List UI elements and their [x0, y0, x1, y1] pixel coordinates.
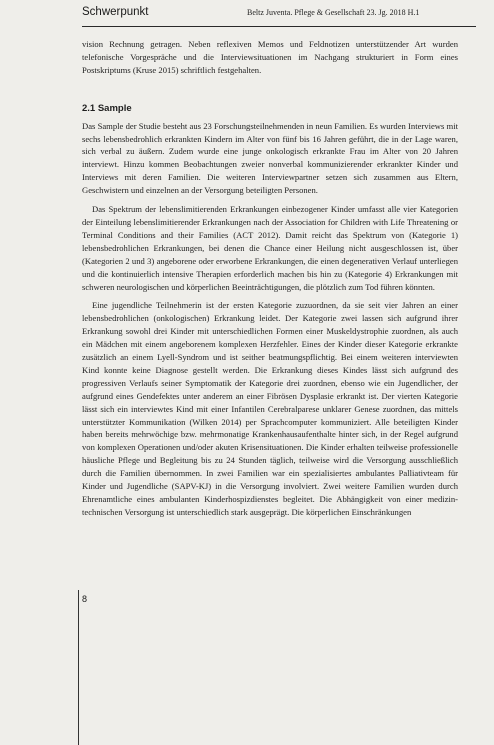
running-header — [82, 4, 476, 27]
section-heading: 2.1 Sample — [82, 102, 132, 114]
sample-paragraph-1: Das Sample der Studie besteht aus 23 Forschungsteilnehmenden in neun Familien. Es wurden Interviews mit sechs lebensbedrohlich erkrankten Kindern im Alter von fünf bis 16 Jahren geführt, die in der Lage waren, sich verbal zu äußern. Zudem wurde eine junge onkologisch erkrankte Frau im Alter von 20 Jahren interviewt. Hinzu kommen Beobachtungen zweier nonverbal kommunizierender erkrankter Kinder und Interviews mit deren Familien. Die weiteren Interviewpartner setzen sich zusammen aus Eltern, Geschwistern und einzelnen an der Versorgung beteiligten Personen. — [82, 120, 458, 196]
sample-paragraph-2: Das Spektrum der lebenslimitierenden Erkrankungen einbezogener Kinder umfasst alle vier Kategorien der Einteilung lebenslimitierender Erkrankungen nach der Association for Children with Life Threatening or Terminal Conditions and their Families (ACT 2012). Damit reicht das Spektrum von (Kategorie 1) lebensbedrohlichen Erkrankungen, bei denen die Chance einer Heilung nicht ausgeschlossen ist, über (Kategorien 2 und 3) angeborene oder erworbene Erkrankungen, die einen degenerativen Verlauf unterliegen und die kontinuierlich intensive Therapien erforderlich machen bis hin zu (Kategorie 4) Erkrankungen mit schweren neurologischen und körperlichen Beeinträchtigungen, die plötzlich zum Tod führen könnten. — [82, 204, 458, 292]
sample-paragraph-3: Eine jugendliche Teilnehmerin ist der ersten Kategorie zuzuordnen, da sie seit vier Jahren an einer lebensbedrohlichen (onkologischen) Erkrankung leidet. Der Kategorie zwei lassen sich aufgrund ihrer Erkrankung sowohl drei Kinder mit unterschiedlichen Formen einer Muskeldystrophie zuordnen, als auch ein Mädchen mit einem angeborenem komplexen Herzfehler. Eines der Kinder dieser Kategorie erkrankte zusätzlich an einem Lyell-Syndrom und ist seither beatmungspflichtig. Bei einem weiteren interviewten Kind konnte keine Diagnose gestellt werden. Die Erkrankung dieses Kindes lässt sich aufgrund des progressiven Verlaufs seiner Symptomatik der Kategorie drei zuordnen, ebenso wie ein Jugendlicher, der aufgrund eines Gendefektes unter anderem an einer Fibrösen Dysplasie erkrankt ist. Der vierten Kategorie lässt sich ein interviewtes Kind mit einer Infantilen Cerebralparese unklarer Genese zuordnen, das mittels unterstützter Kommunikation (Wilken 2014) per Sprachcomputer kommuniziert. Alle beteiligten Kinder haben bereits mehrwöchige bzw. mehrmonatige Krankenhausaufenthalte hinter sich, in der Regel aufgrund von komplexen Operationen und/oder akuten Krisensituationen. Die Kinder erhalten teilweise professionelle häusliche Pflege und Begleitung bis zu 24 Stunden täglich, teilweise wird die Versorgung ausschließlich durch die Familien übernommen. In zwei Familien war ein spezialisiertes ambulantes Palliativteam für Kinder und Jugendliche (SAPV-KJ) in die Versorgung involviert. Zwei weitere Familien wurden durch Ehrenamtliche eines ambulanten Kinderhospizdienstes begleitet. Die Abhängigkeit von einer medizin-technischen Versorgung ist unterschiedlich stark ausgeprägt. Die körperlichen Einschränkungen — [82, 300, 458, 517]
article-body — [82, 38, 458, 519]
page-number: 8 — [82, 594, 88, 604]
journal-citation: Beltz Juventa. Pflege & Gesellschaft 23. Jg. 2018 H.1 — [247, 8, 420, 17]
section-label: Schwerpunkt — [82, 6, 149, 18]
intro-paragraph: vision Rechnung getragen. Neben reflexiven Memos und Feldnotizen unterstützender Art wurden telefonische Vorgespräche und die Interviewsituationen im Nachgang strukturiert in Form eines Postskriptums (Kruse 2015) schriftlich festgehalten. — [82, 39, 458, 75]
margin-rule — [78, 590, 79, 745]
